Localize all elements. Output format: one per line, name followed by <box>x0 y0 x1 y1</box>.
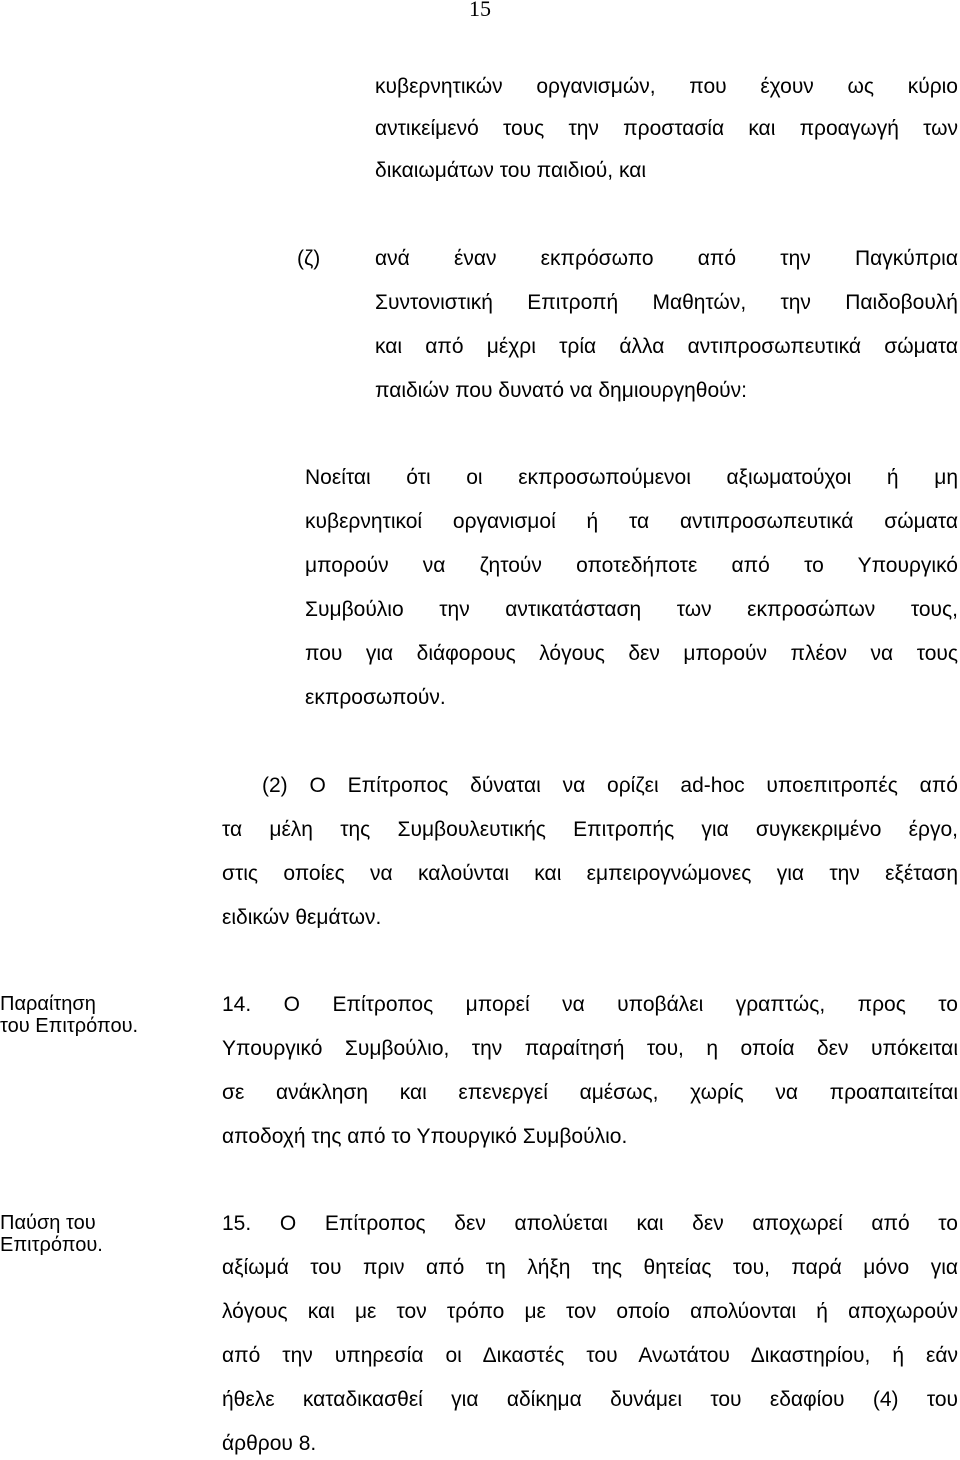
subsection-line: τα μέλη της Συμβουλευτικής Επιτροπής για συγκεκριμένο έργο, <box>222 818 958 841</box>
item-line: παιδιών που δυνατό να δημιουργηθούν: <box>375 379 747 402</box>
margin-note-resignation <box>0 993 180 1037</box>
section-line: αποδοχή της από το Υπουργικό Συμβούλιο. <box>222 1125 628 1148</box>
subsection-line: στις οποίες να καλούνται και εμπειρογνώμονες για την εξέταση <box>222 862 958 885</box>
section-line: άρθρου 8. <box>222 1432 317 1455</box>
subsection-line: ειδικών θεμάτων. <box>222 906 382 929</box>
proviso-line: εκπροσωπούν. <box>305 686 446 709</box>
section-line: από την υπηρεσία οι Δικαστές του Ανωτάτου Δικαστηρίου, ή εάν <box>222 1344 958 1367</box>
section-line: 15. Ο Επίτροπος δεν απολύεται και δεν αποχωρεί από το <box>222 1212 958 1235</box>
page-number: 15 <box>469 0 491 21</box>
proviso-line: κυβερνητικοί οργανισμοί ή τα αντιπροσωπευτικά σώματα <box>305 510 958 533</box>
proviso-line: Νοείται ότι οι εκπροσωπούμενοι αξιωματούχοι ή μη <box>305 466 958 489</box>
item-label: (ζ) <box>297 247 321 270</box>
item-line: και από μέχρι τρία άλλα αντιπροσωπευτικά σώματα <box>375 335 958 358</box>
item-line: ανά έναν εκπρόσωπο από την Παγκύπρια <box>375 247 958 270</box>
proviso-line: μπορούν να ζητούν οποτεδήποτε από το Υπουργικό <box>305 554 958 577</box>
intro-line: αντικείμενό τους την προστασία και προαγωγή των <box>375 117 958 140</box>
subsection-line: (2) Ο Επίτροπος δύναται να ορίζει ad-hoc υποεπιτροπές από <box>262 774 958 797</box>
section-line: σε ανάκληση και επενεργεί αμέσως, χωρίς να προαπαιτείται <box>222 1081 958 1104</box>
proviso-line: που για διάφορους λόγους δεν μπορούν πλέον να τους <box>305 642 958 665</box>
section-line: αξίωμά του πριν από τη λήξη της θητείας του, παρά μόνο για <box>222 1256 958 1279</box>
section-line: ήθελε καταδικασθεί για αδίκημα δυνάμει του εδαφίου (4) του <box>222 1388 958 1411</box>
item-line: Συντονιστική Επιτροπή Μαθητών, την Παιδοβουλή <box>375 291 958 314</box>
intro-line: κυβερνητικών οργανισμών, που έχουν ως κύριο <box>375 75 958 98</box>
proviso-line: Συμβούλιο την αντικατάσταση των εκπροσώπων τους, <box>305 598 958 621</box>
margin-note-line: του Επιτρόπου. <box>0 1015 139 1037</box>
intro-line: δικαιωμάτων του παιδιού, και <box>375 159 647 182</box>
margin-note-line: Παύση του <box>0 1212 96 1234</box>
margin-note-line: Παραίτηση <box>0 993 96 1015</box>
section-line: Υπουργικό Συμβούλιο, την παραίτησή του, η οποία δεν υπόκειται <box>222 1037 958 1060</box>
section-line: 14. Ο Επίτροπος μπορεί να υποβάλει γραπτώς, προς το <box>222 993 958 1016</box>
section-line: λόγους και με τον τρόπο με τον οποίο απολύονται ή αποχωρούν <box>222 1300 958 1323</box>
margin-note-dismissal <box>0 1212 180 1256</box>
margin-note-line: Επιτρόπου. <box>0 1234 103 1256</box>
